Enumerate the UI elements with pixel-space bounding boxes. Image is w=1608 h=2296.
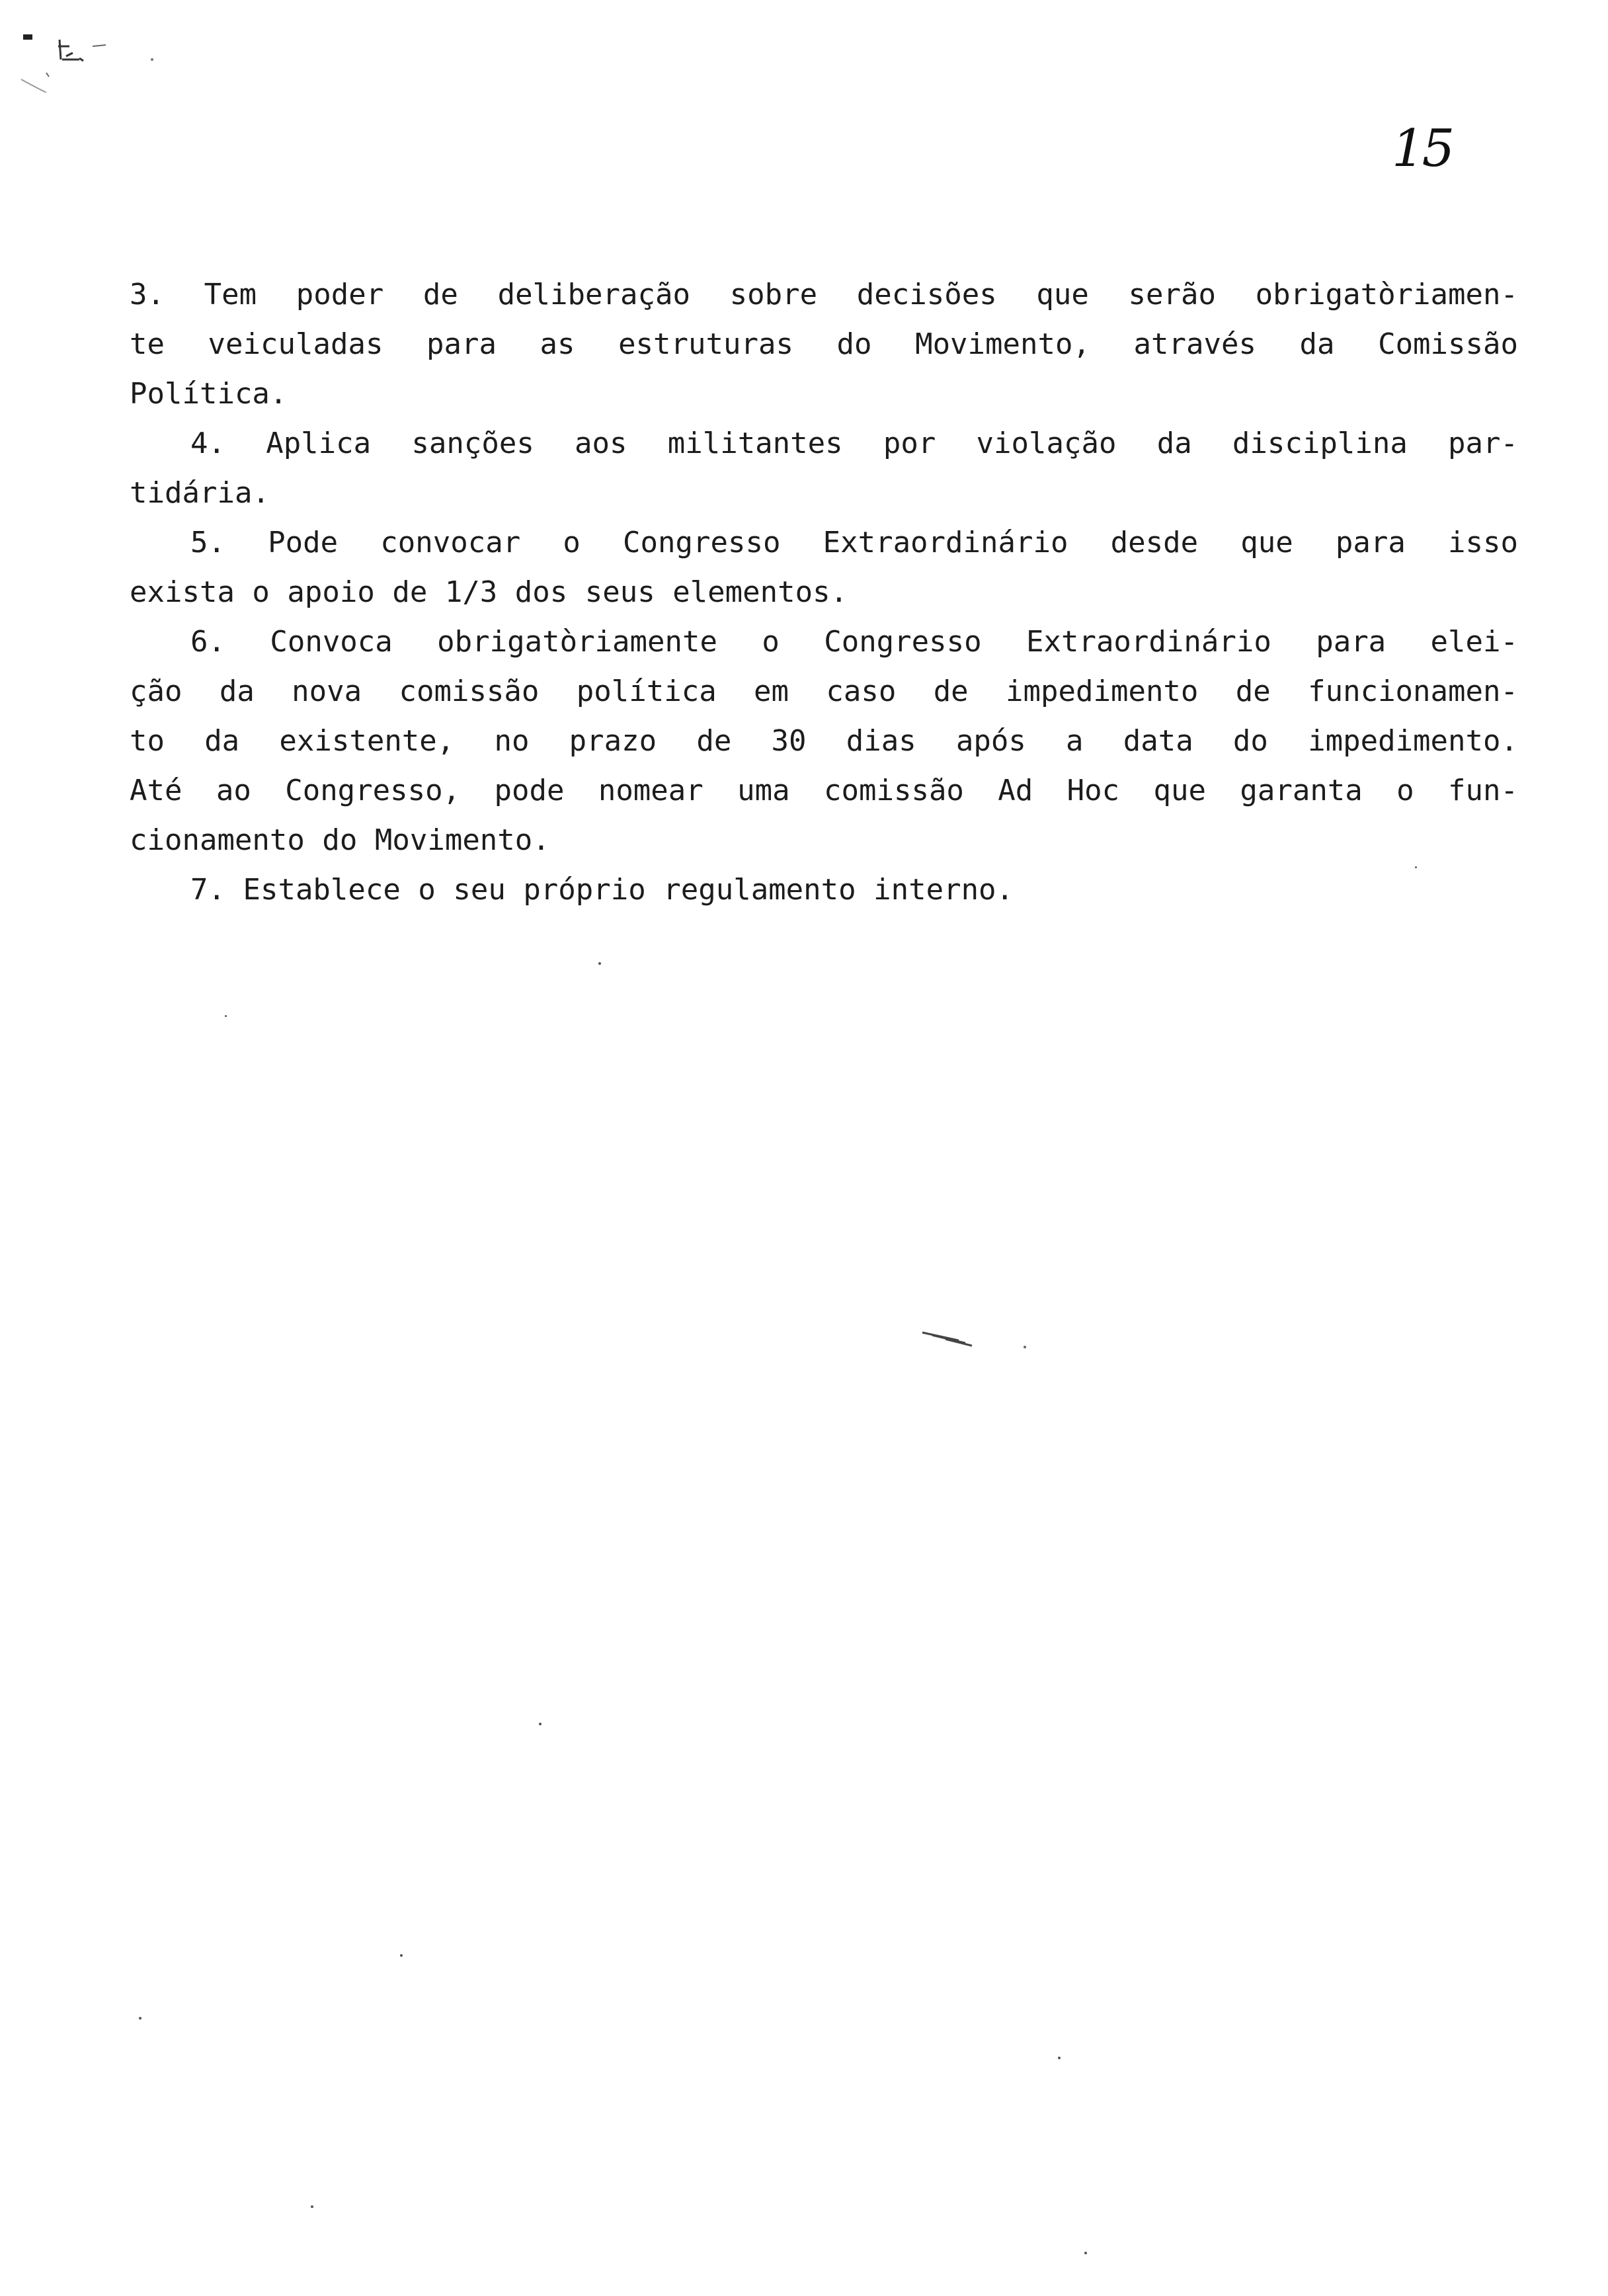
speck bbox=[225, 1015, 227, 1017]
text-line: ção da nova comissão política em caso de impedimento de funcionamen- bbox=[130, 675, 1518, 708]
speck bbox=[1058, 2057, 1061, 2059]
text-line: 3. Tem poder de deliberação sobre decisões que serão obrigatòriamen- bbox=[130, 278, 1518, 311]
text-line: 6. Convoca obrigatòriamente o Congresso Extraordinário para elei- bbox=[190, 625, 1518, 659]
speck bbox=[598, 962, 601, 965]
text-line: to da existente, no prazo de 30 dias após a data do impedimento. bbox=[130, 724, 1518, 758]
paragraph-4 bbox=[130, 419, 1518, 518]
speck bbox=[400, 1954, 403, 1957]
paragraph-7 bbox=[130, 865, 1518, 915]
text-line: 4. Aplica sanções aos militantes por violação da disciplina par- bbox=[190, 427, 1518, 460]
speck bbox=[139, 2017, 141, 2020]
text-line: tidária. bbox=[130, 476, 270, 510]
ink-smudge bbox=[919, 1326, 1038, 1352]
text-line: cionamento do Movimento. bbox=[130, 823, 550, 857]
text-line: 5. Pode convocar o Congresso Extraordinário desde que para isso bbox=[190, 526, 1518, 559]
paragraph-6 bbox=[130, 617, 1518, 865]
text-line: Política. bbox=[130, 377, 288, 411]
speck bbox=[1415, 866, 1417, 868]
page-number: 15 bbox=[1392, 119, 1453, 179]
paragraph-3 bbox=[130, 270, 1518, 419]
text-line: te veiculadas para as estruturas do Movimento, através da Comissão bbox=[130, 327, 1518, 361]
speck bbox=[1084, 2252, 1087, 2254]
speck bbox=[539, 1723, 542, 1725]
text-line: 7. Establece o seu próprio regulamento interno. bbox=[190, 873, 1014, 907]
speck bbox=[311, 2205, 313, 2208]
document-body bbox=[130, 270, 1518, 915]
corner-stamp-mark bbox=[20, 20, 165, 93]
paragraph-5 bbox=[130, 518, 1518, 617]
text-line: Até ao Congresso, pode nomear uma comissão Ad Hoc que garanta o fun- bbox=[130, 774, 1518, 807]
text-line: exista o apoio de 1/3 dos seus elementos. bbox=[130, 575, 848, 609]
